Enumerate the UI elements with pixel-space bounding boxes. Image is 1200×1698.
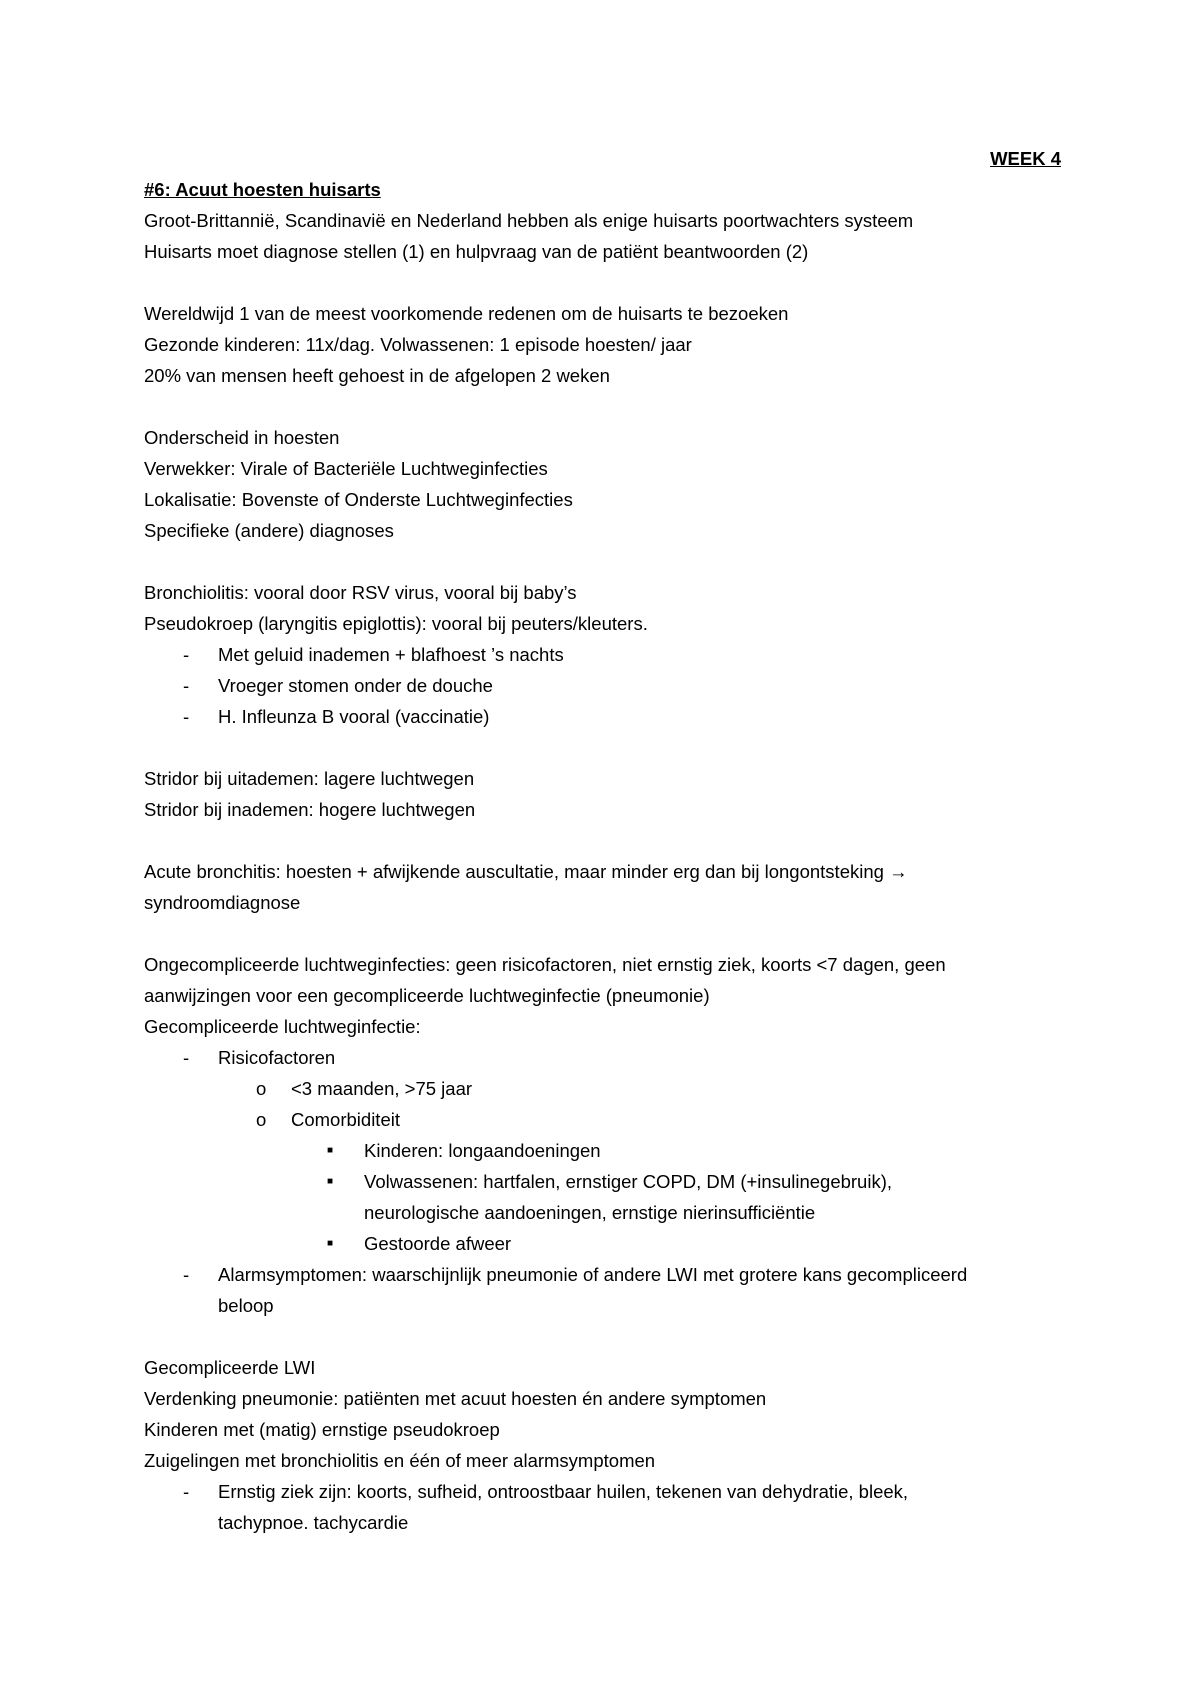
text-line: syndroomdiagnose bbox=[144, 892, 301, 913]
list-item-text: Volwassenen: hartfalen, ernstiger COPD, DM (+insulinegebruik), bbox=[364, 1171, 893, 1192]
text-line: Gezonde kinderen: 11x/dag. Volwassenen: 1 episode hoesten/ jaar bbox=[144, 334, 692, 355]
list-item-text: Gestoorde afweer bbox=[364, 1233, 512, 1254]
text-line: Stridor bij uitademen: lagere luchtwegen bbox=[144, 768, 475, 789]
text-line: Gecompliceerde LWI bbox=[144, 1357, 316, 1378]
text-line: Gecompliceerde luchtweginfectie: bbox=[144, 1016, 421, 1037]
circle-bullet: o bbox=[256, 1109, 267, 1130]
text-line: Verwekker: Virale of Bacteriële Luchtweginfecties bbox=[144, 458, 548, 479]
dash-bullet: - bbox=[183, 706, 190, 727]
dash-bullet: - bbox=[183, 1047, 190, 1068]
week-heading: WEEK 4 bbox=[990, 148, 1061, 169]
square-bullet: ■ bbox=[327, 1238, 334, 1249]
text-line: Verdenking pneumonie: patiënten met acuut hoesten én andere symptomen bbox=[144, 1388, 767, 1409]
section-title: #6: Acuut hoesten huisarts bbox=[144, 179, 381, 200]
text-line: Groot-Brittannië, Scandinavië en Nederland hebben als enige huisarts poortwachters systeem bbox=[144, 210, 914, 231]
list-item-text: Vroeger stomen onder de douche bbox=[218, 675, 493, 696]
list-item-text: beloop bbox=[218, 1295, 274, 1316]
list-item-text: neurologische aandoeningen, ernstige nierinsufficiëntie bbox=[364, 1202, 816, 1223]
dash-bullet: - bbox=[183, 1264, 190, 1285]
text-line: Pseudokroep (laryngitis epiglottis): vooral bij peuters/kleuters. bbox=[144, 613, 648, 634]
text-line: Onderscheid in hoesten bbox=[144, 427, 340, 448]
text-line: Wereldwijd 1 van de meest voorkomende redenen om de huisarts te bezoeken bbox=[144, 303, 789, 324]
list-item-text: Ernstig ziek zijn: koorts, sufheid, ontroostbaar huilen, tekenen van dehydratie, bleek, bbox=[218, 1481, 909, 1502]
list-item-text: H. Infleunza B vooral (vaccinatie) bbox=[218, 706, 490, 727]
text-line: Ongecompliceerde luchtweginfecties: geen risicofactoren, niet ernstig ziek, koorts <7 dagen, geen bbox=[144, 954, 946, 975]
list-item-text: Risicofactoren bbox=[218, 1047, 336, 1068]
dash-bullet: - bbox=[183, 675, 190, 696]
list-item-text: tachypnoe. tachycardie bbox=[218, 1512, 409, 1533]
text-line: Huisarts moet diagnose stellen (1) en hulpvraag van de patiënt beantwoorden (2) bbox=[144, 241, 809, 262]
text-line: Acute bronchitis: hoesten + afwijkende auscultatie, maar minder erg dan bij longontsteking → bbox=[144, 861, 908, 882]
list-item-text: <3 maanden, >75 jaar bbox=[291, 1078, 473, 1099]
dash-bullet: - bbox=[183, 644, 190, 665]
text-line: Kinderen met (matig) ernstige pseudokroep bbox=[144, 1419, 500, 1440]
square-bullet: ■ bbox=[327, 1145, 334, 1156]
text-line: Stridor bij inademen: hogere luchtwegen bbox=[144, 799, 476, 820]
list-item-text: Kinderen: longaandoeningen bbox=[364, 1140, 601, 1161]
list-item-text: Comorbiditeit bbox=[291, 1109, 400, 1130]
dash-bullet: - bbox=[183, 1481, 190, 1502]
list-item-text: Alarmsymptomen: waarschijnlijk pneumonie of andere LWI met grotere kans gecompliceerd bbox=[218, 1264, 968, 1285]
text-line: Zuigelingen met bronchiolitis en één of meer alarmsymptomen bbox=[144, 1450, 656, 1471]
text-line: Bronchiolitis: vooral door RSV virus, vooral bij baby’s bbox=[144, 582, 577, 603]
text-line: Specifieke (andere) diagnoses bbox=[144, 520, 394, 541]
text-line: Lokalisatie: Bovenste of Onderste Luchtweginfecties bbox=[144, 489, 573, 510]
circle-bullet: o bbox=[256, 1078, 267, 1099]
square-bullet: ■ bbox=[327, 1176, 334, 1187]
text-line: aanwijzingen voor een gecompliceerde luchtweginfectie (pneumonie) bbox=[144, 985, 710, 1006]
list-item-text: Met geluid inademen + blafhoest ’s nachts bbox=[218, 644, 564, 665]
text-line: 20% van mensen heeft gehoest in de afgelopen 2 weken bbox=[144, 365, 610, 386]
